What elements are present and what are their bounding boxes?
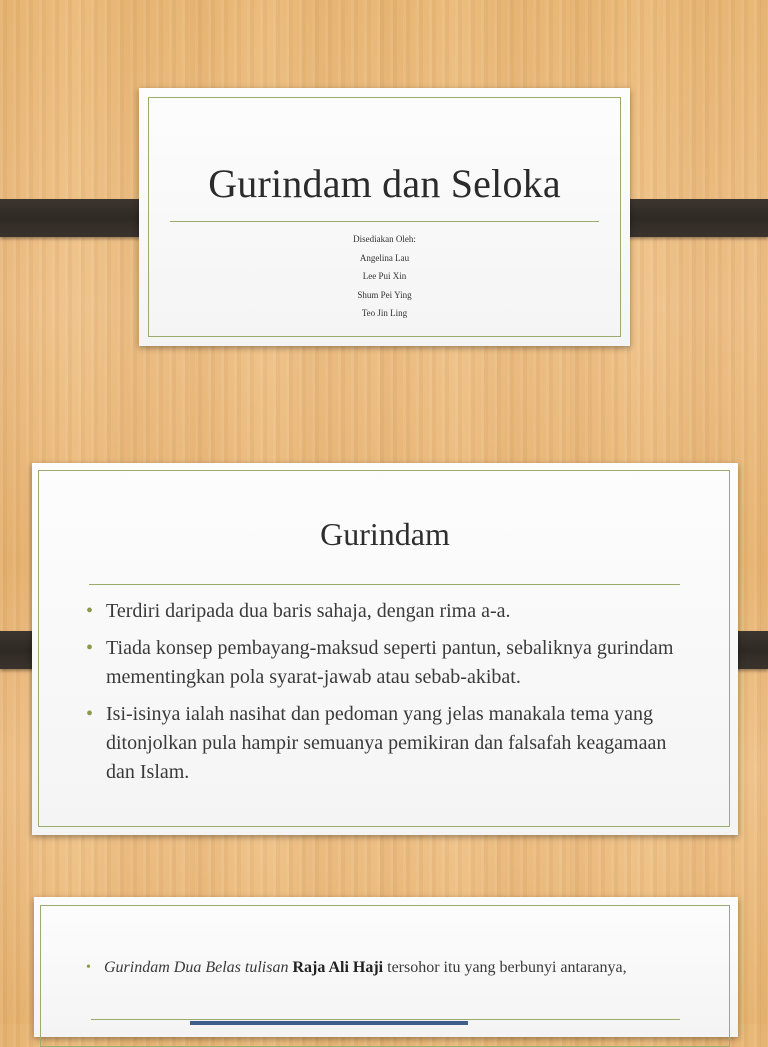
bullet-list	[86, 597, 686, 795]
bullet-icon: •	[86, 960, 91, 975]
list-item	[86, 700, 686, 787]
bullet-icon: •	[86, 600, 94, 622]
strap-left-1	[0, 199, 156, 237]
slide-heading: Gurindam	[320, 516, 450, 552]
table-header-bar	[190, 1021, 468, 1025]
slide-gurindam-dua-belas[interactable]	[34, 897, 738, 1037]
list-item	[86, 634, 686, 692]
paragraph-divider	[91, 1019, 680, 1020]
slide-gurindam[interactable]	[32, 463, 738, 835]
author-name-bold: Raja Ali Haji	[292, 959, 384, 976]
list-item	[86, 597, 686, 626]
list-item-text: Isi-isinya ialah nasihat dan pedoman yang jelas manakala tema yang ditonjolkan pula hampir semuanya pemikiran dan falsafah keagamaan dan Islam.	[106, 703, 667, 783]
bullet-icon: •	[86, 637, 94, 659]
prepared-by-label: Disediakan Oleh:	[353, 234, 416, 244]
list-item-text: Terdiri daripada dua baris sahaja, dengan rima a-a.	[106, 600, 511, 622]
italic-title: Gurindam Dua Belas tulisan	[104, 959, 289, 976]
bullet-icon: •	[86, 703, 94, 725]
strap-right-1	[613, 199, 768, 237]
paragraph	[86, 957, 664, 979]
slide-title-heading: Gurindam dan Seloka	[208, 161, 561, 206]
author-name: Angelina Lau	[359, 252, 410, 263]
paragraph-rest: tersohor itu yang berbunyi antaranya,	[387, 959, 627, 976]
list-item-text: Tiada konsep pembayang-maksud seperti pantun, sebaliknya gurindam mementingkan pola syarat-jawab atau sebab-akibat.	[106, 637, 674, 688]
heading-divider	[89, 584, 680, 585]
slide-title[interactable]	[139, 88, 630, 346]
author-name: Teo Jin Ling	[361, 308, 408, 318]
title-divider	[170, 221, 599, 222]
author-name: Shum Pei Ying	[357, 289, 412, 300]
author-list	[139, 230, 630, 323]
author-name: Lee Pui Xin	[362, 271, 407, 281]
